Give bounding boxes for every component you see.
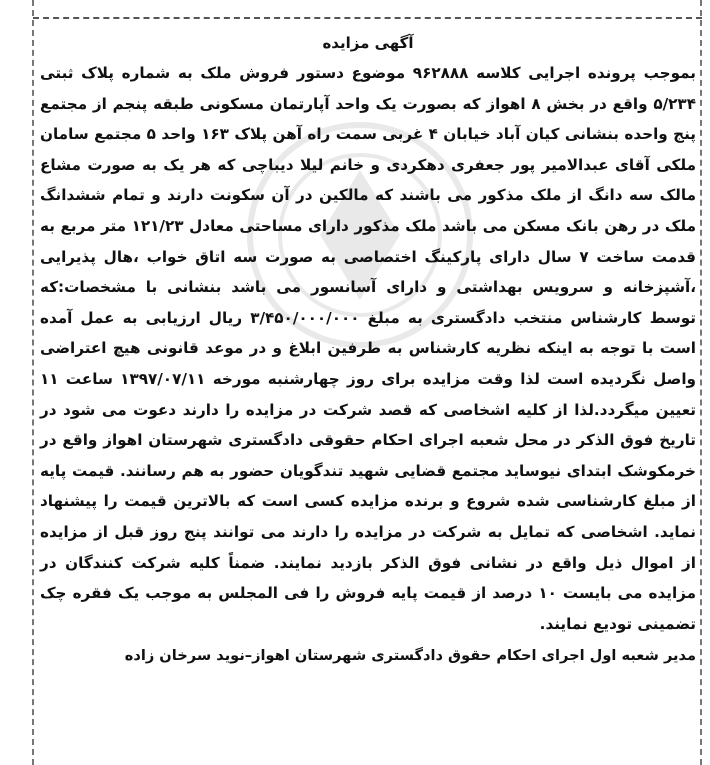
auction-notice [40, 34, 696, 671]
notice-signature: مدیر شعبه اول اجرای احکام حقوق دادگستری شهرستان اهواز–نوید سرخان زاده [124, 647, 696, 665]
top-dashed-rule [33, 17, 702, 19]
notice-title: آگهی مزایده [322, 34, 414, 52]
notice-body: بموجب پرونده اجرایی کلاسه ۹۶۲۸۸۸ موضوع دستور فروش ملک به شماره پلاک ثبتی ۵/۲۳۴ واقع در بخش ۸ اهواز که بصورت یک واحد آپارتمان مسکونی طبقه پنجم از مجتمع پنج واحده بنشانی کیان آباد خیابان ۴ غربی سمت راه آهن پلاک ۱۶۳ واحد ۵ مجتمع سامان ملکی آقای عبدالامیر پور جعفری دهکردی و خانم لیلا دیباچی که هر یک به صورت مشاع مالک سه دانگ از ملک مذکور می باشند که مالکین در آن سکونت دارند و تمام ششدانگ ملک در رهن بانک مسکن می باشد ملک مذکور دارای مساحتی معادل ۱۲۱/۲۳ متر مربع به قدمت ساخت ۷ سال دارای پارکینگ اختصاصی به صورت سه اتاق خواب ،هال پذیرایی ،آشپزخانه و سرویس بهداشتی و دارای آسانسور می باشد بنشانی با مشخصات:که توسط کارشناس منتخب دادگستری به مبلغ ۳/۴۵۰/۰۰۰/۰۰۰ ریال ارزیابی به عمل آمده است با توجه به اینکه نظریه کارشناس به طرفین ابلاغ و در موعد قانونی هیچ اعتراضی واصل نگردیده است لذا وقت مزایده برای روز چهارشنبه مورخه ۱۳۹۷/۰۷/۱۱ ساعت ۱۱ تعیین میگردد.لذا از کلیه اشخاصی که قصد شرکت در مزایده را دارند دعوت می شود در تاریخ فوق الذکر در محل شعبه اجرای احکام حقوقی دادگستری شهرستان اهواز واقع در خرمکوشک ابتدای نیوساید مجتمع قضایی شهید تندگویان حضور به هم رسانند. قیمت پایه از مبلغ کارشناسی شده شروع و برنده مزایده کسی است که بالاترین قیمت را پیشنهاد نماید. اشخاصی که تمایل به شرکت در مزایده را دارند می توانند پنج روز قبل از مزایده از اموال ذیل واقع در نشانی فوق الذکر بازدید نمایند. ضمناً کلیه شرکت کنندگان در مزایده می بایست ۱۰ درصد از قیمت پایه فروش را فی المجلس به موجب یک فقره چک تضمینی تودیع نمایند. [40, 64, 696, 633]
